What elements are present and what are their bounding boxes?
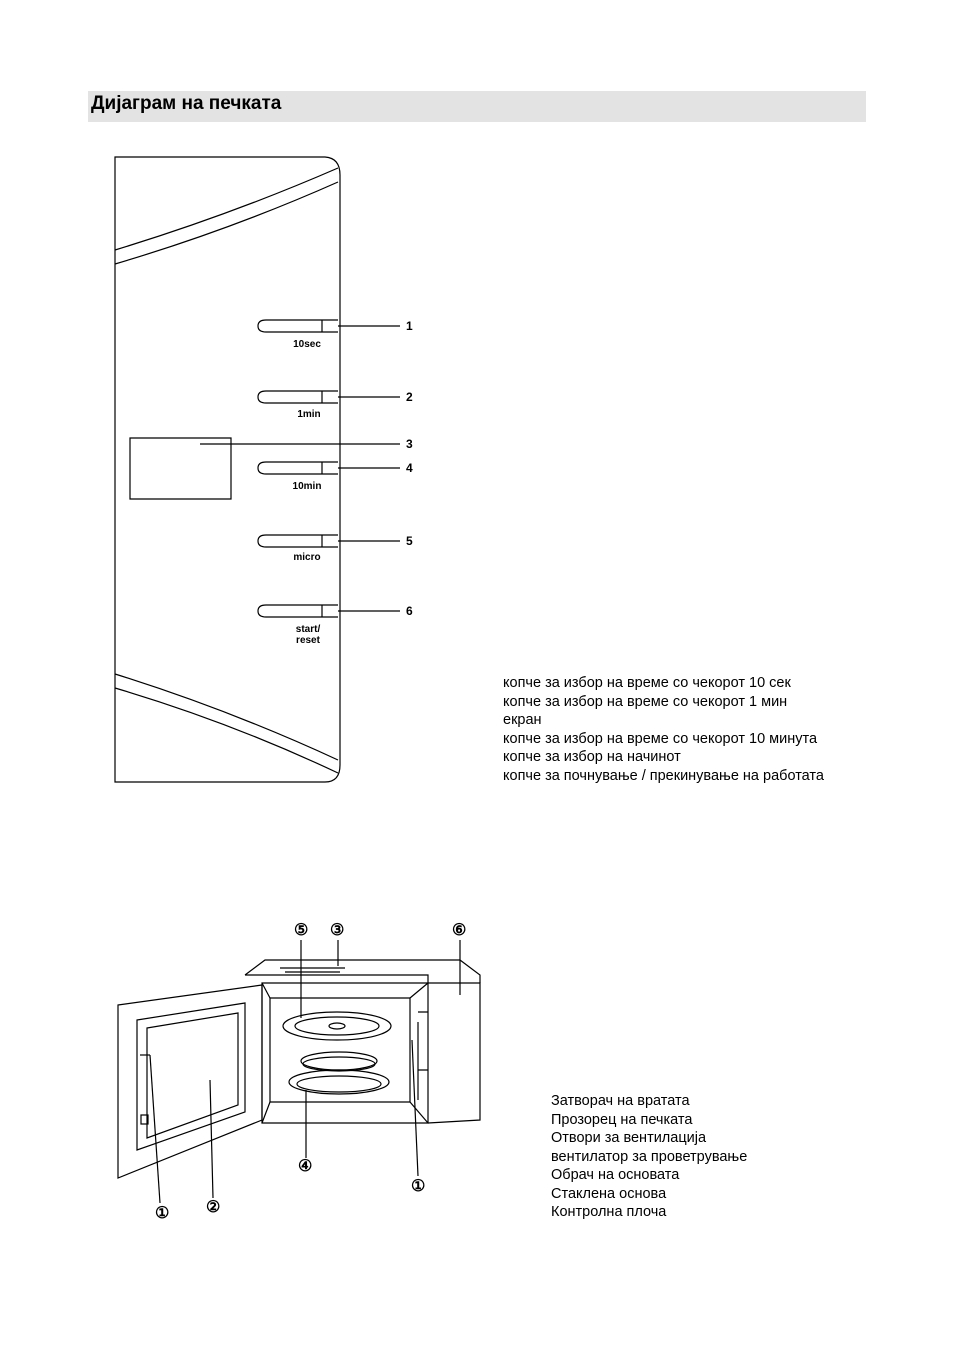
description-item: Отвори за вентилација (551, 1130, 707, 1146)
button-label-10min: 10min (292, 481, 322, 492)
callout-number: 4 (406, 461, 413, 475)
description-item: Обрач на основата (551, 1167, 680, 1183)
callout-number: 3 (406, 437, 413, 451)
oven-descriptions (551, 1092, 747, 1222)
callout-number: 6 (406, 604, 413, 618)
description-item: Затворач на вратата (551, 1093, 690, 1109)
description-item: копче за избор на начинот (503, 749, 681, 765)
description-item: Стаклена основа (551, 1185, 667, 1202)
button-label-start: start/ (295, 624, 321, 635)
button-label-1min: 1min (297, 409, 321, 420)
description-item: копче за избор на време со чекорот 10 минута (503, 730, 818, 747)
button-label-10sec: 10sec (293, 339, 321, 350)
description-item: екран (503, 712, 542, 728)
oven-callout: ③ (330, 922, 345, 939)
description-item: копче за избор на време со чекорот 1 мин (503, 693, 788, 710)
callout-number: 1 (406, 319, 413, 333)
oven-callout: ⑥ (452, 922, 467, 939)
callout-number: 2 (406, 390, 413, 404)
description-item: копче за избор на време со чекорот 10 сек (503, 675, 791, 691)
control-panel-descriptions (503, 674, 824, 785)
oven-callout: ⑤ (294, 922, 309, 939)
description-item: Контролна плоча (551, 1204, 667, 1220)
description-item: вентилатор за проветрување (551, 1148, 748, 1165)
button-label-micro: micro (293, 552, 321, 563)
oven-callout: ② (206, 1199, 221, 1216)
description-item: копче за почнување / прекинување на работата (503, 767, 824, 784)
oven-callout: ① (155, 1205, 170, 1222)
callout-number: 5 (406, 534, 413, 548)
description-item: Прозорец на печката (551, 1111, 693, 1128)
oven-callout: ① (411, 1178, 426, 1195)
section-title: Дијаграм на печката (91, 93, 282, 114)
oven-callout: ④ (298, 1158, 313, 1175)
button-shapes (258, 320, 400, 617)
button-label-reset: reset (296, 635, 320, 646)
